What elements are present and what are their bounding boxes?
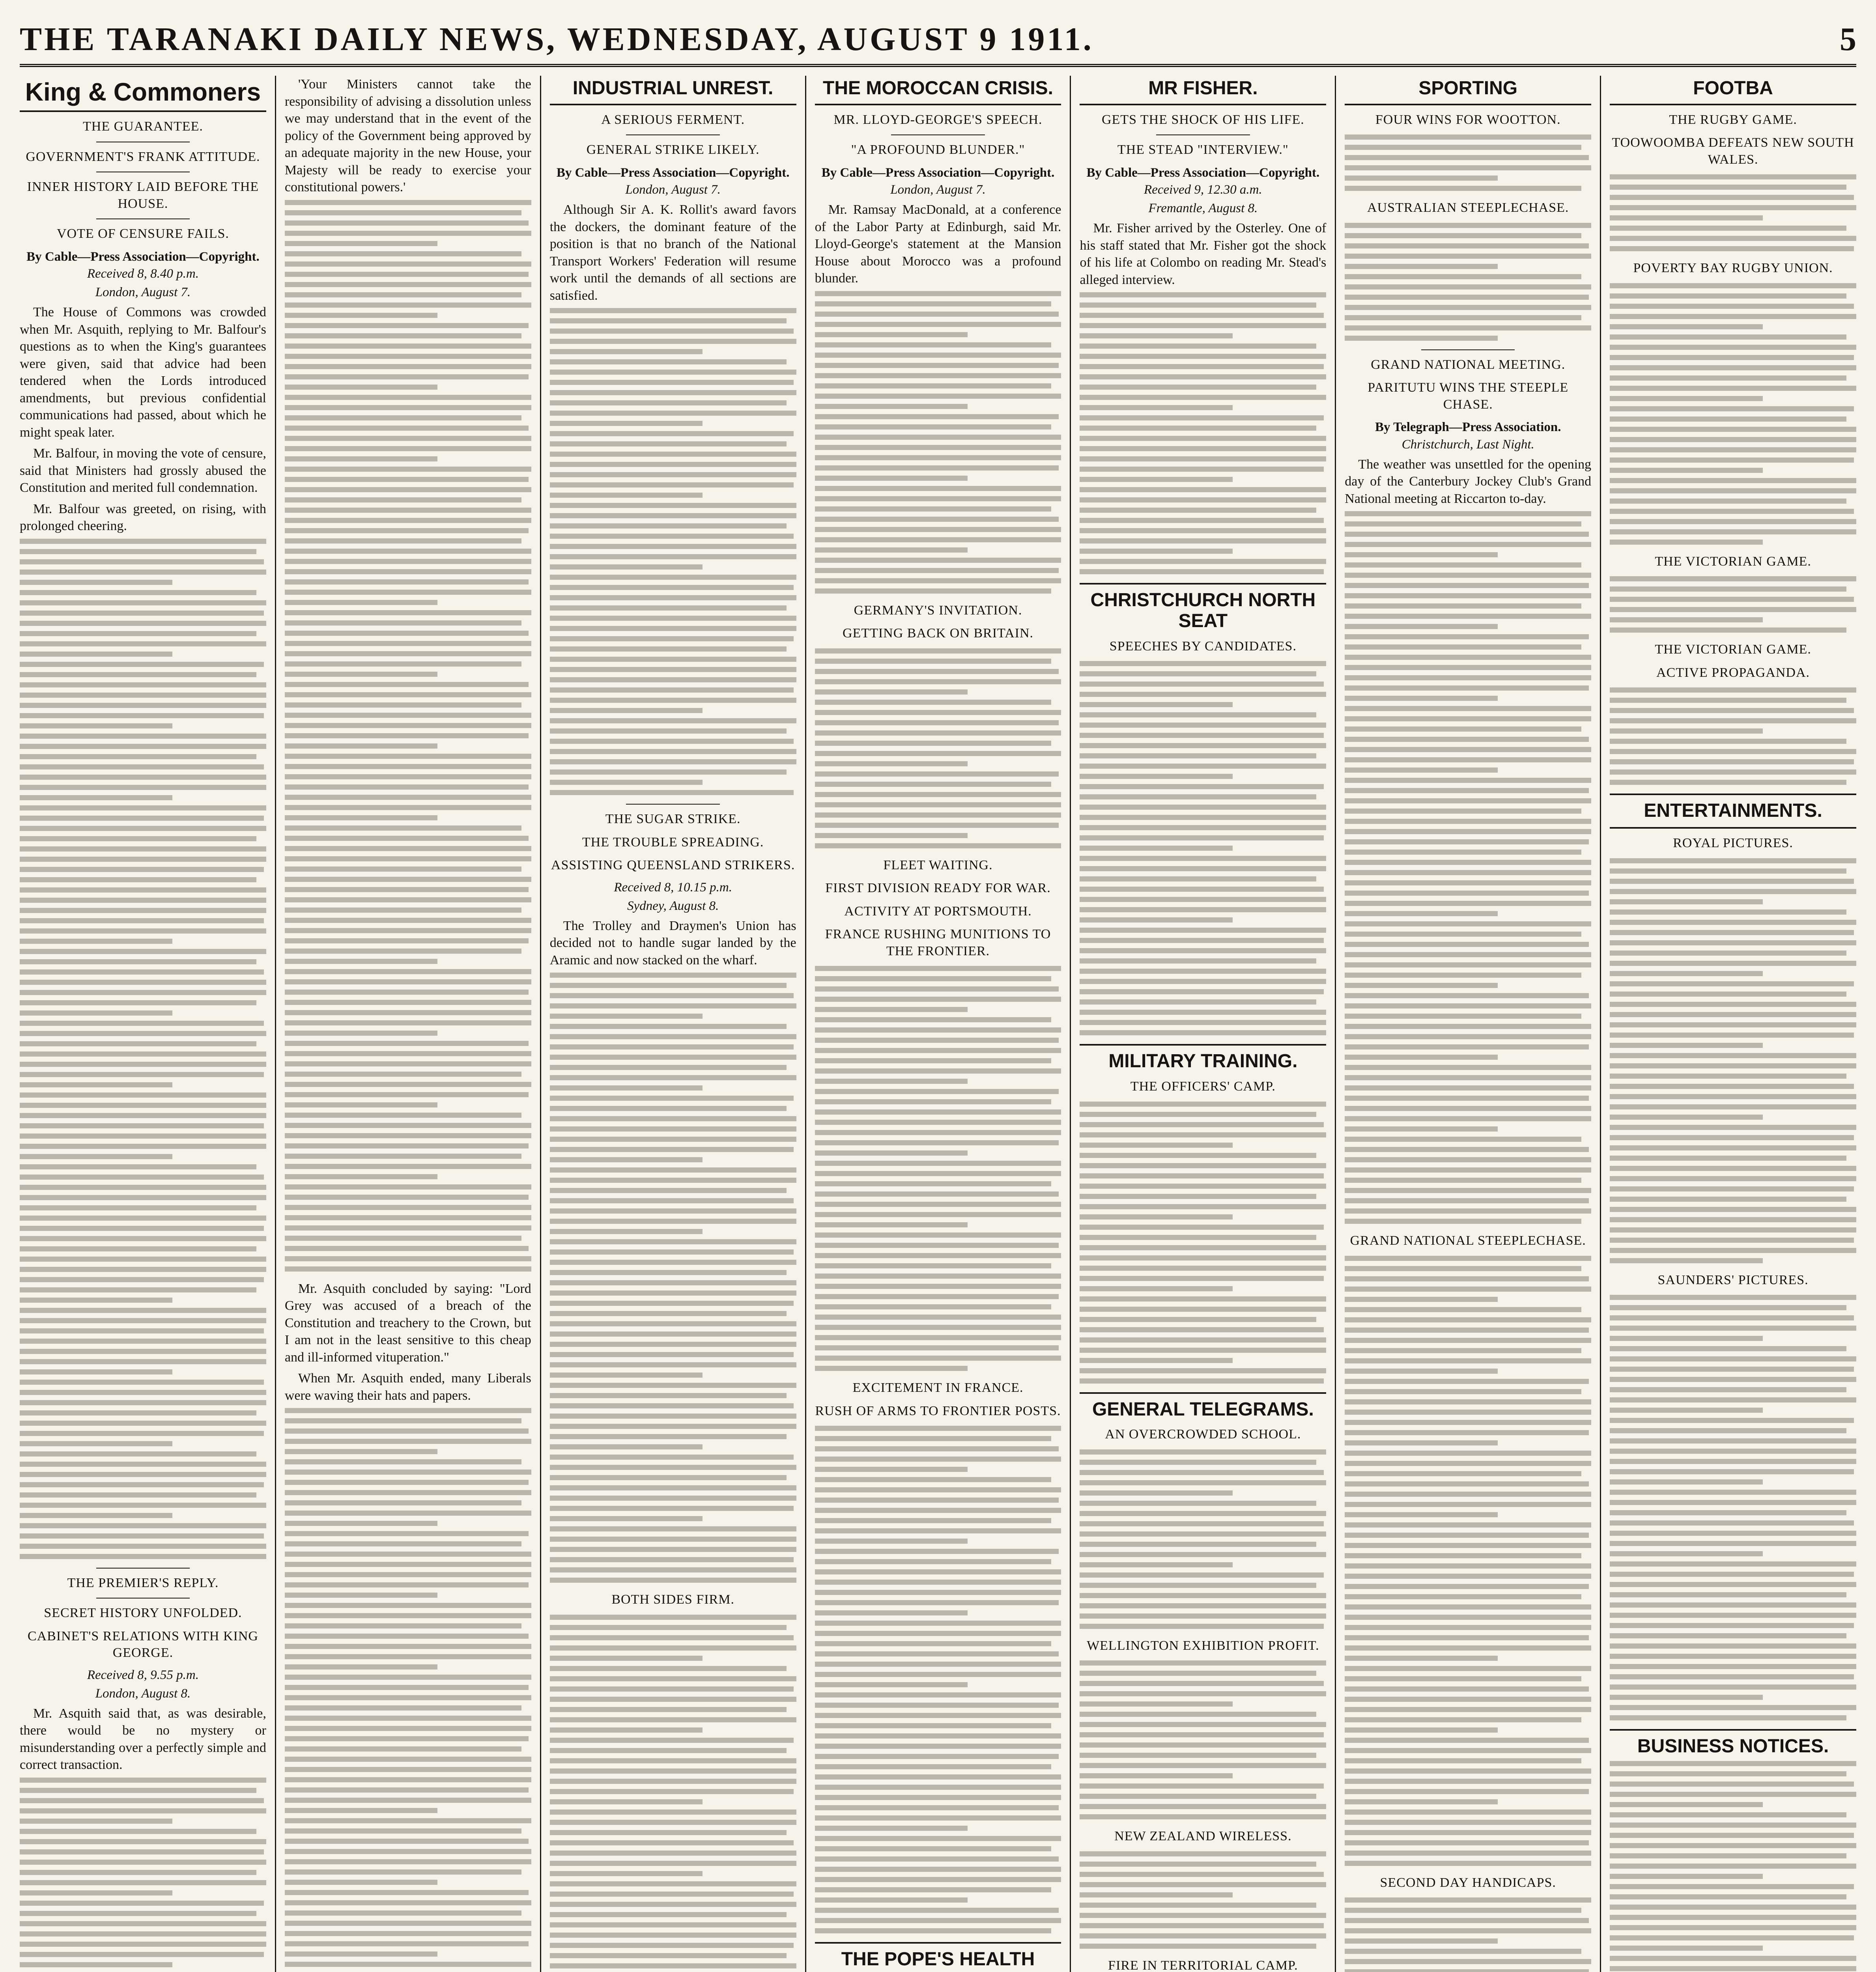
text-block: [1080, 661, 1326, 1035]
text-block: [1610, 858, 1856, 1263]
subheading: POVERTY BAY RUGBY UNION.: [1633, 261, 1833, 276]
paragraph: The weather was unsettled for the opening day of the Canterbury Jockey Club's Grand National meeting at Riccarton to-day.: [1345, 457, 1592, 506]
paragraph: When Mr. Asquith ended, many Liberals were waving their hats and papers.: [284, 1371, 531, 1403]
subheading: BOTH SIDES FIRM.: [611, 1592, 734, 1607]
article-heading: SPORTING: [1345, 78, 1591, 105]
subheading: EXCITEMENT IN FRANCE.: [852, 1380, 1024, 1395]
subheading: THE SUGAR STRIKE.: [605, 812, 741, 827]
article-heading: MR FISHER.: [1080, 78, 1326, 105]
subheading: WELLINGTON EXHIBITION PROFIT.: [1087, 1638, 1319, 1653]
column-2: [275, 76, 540, 1972]
subheading: FIRST DIVISION READY FOR WAR.: [825, 881, 1051, 896]
subheading: ACTIVITY AT PORTSMOUTH.: [844, 904, 1032, 919]
subheading: AN OVERCROWDED SCHOOL.: [1105, 1427, 1301, 1442]
text-block: [815, 648, 1061, 848]
paragraph: Mr. Fisher arrived by the Osterley. One of his staff stated that Mr. Fisher got the shock of his life at Colombo on reading Mr. Stead's alleged interview.: [1080, 221, 1327, 287]
subheading: THE TROUBLE SPREADING.: [582, 835, 764, 850]
received-line: Received 8, 8.40 p.m.: [87, 267, 199, 281]
subheading: TOOWOOMBA DEFEATS NEW SOUTH WALES.: [1612, 135, 1854, 167]
text-block: [1080, 1449, 1326, 1629]
article-heading: THE MOROCCAN CRISIS.: [815, 78, 1061, 105]
subheading: FRANCE RUSHING MUNITIONS TO THE FRONTIER.: [825, 927, 1051, 958]
subheading: THE RUGBY GAME.: [1669, 112, 1797, 127]
paragraph: Mr. Asquith concluded by saying: "Lord Grey was accused of a breach of the Constitution and treachery to the Crown, but I am not in the least sensitive to this cheap and ill-informed vituperation.": [284, 1281, 531, 1365]
subheading: SECRET HISTORY UNFOLDED.: [44, 1606, 242, 1621]
text-block: [1080, 1102, 1326, 1384]
text-block: [1610, 1295, 1856, 1720]
text-block: [285, 200, 531, 1272]
columns: [20, 76, 1856, 1972]
received-line: Received 9, 12.30 a.m.: [1144, 183, 1262, 197]
subheading: THE GUARANTEE.: [83, 119, 203, 134]
subheading: GRAND NATIONAL STEEPLECHASE.: [1350, 1233, 1586, 1248]
text-block: [1080, 1851, 1326, 1949]
cable-credit: By Cable—Press Association—Copyright.: [821, 165, 1055, 180]
text-block: [1610, 687, 1856, 785]
text-block: [1610, 1761, 1856, 1972]
subheading: FOUR WINS FOR WOOTTON.: [1375, 112, 1561, 127]
article-heading: CHRISTCHURCH NORTH SEAT: [1090, 590, 1316, 631]
divider: [626, 804, 719, 805]
subheading: "A PROFOUND BLUNDER.": [851, 142, 1025, 157]
article-heading: BUSINESS NOTICES.: [1637, 1736, 1829, 1757]
received-line: Received 8, 10.15 p.m.: [614, 880, 732, 894]
subheading: A SERIOUS FERMENT.: [601, 112, 745, 127]
text-block: [20, 1778, 266, 1972]
text-block: [815, 966, 1061, 1371]
text-block: [20, 539, 266, 1559]
subheading: ACTIVE PROPAGANDA.: [1656, 665, 1810, 680]
divider: [1610, 794, 1856, 795]
divider: [1421, 349, 1515, 350]
subheading: GERMANY'S INVITATION.: [854, 603, 1022, 618]
subheading: GETTING BACK ON BRITAIN.: [843, 626, 1034, 641]
subheading: VOTE OF CENSURE FAILS.: [56, 226, 229, 241]
dateline: Sydney, August 8.: [627, 898, 719, 913]
subheading: FLEET WAITING.: [883, 857, 993, 872]
subheading: SECOND DAY HANDICAPS.: [1380, 1875, 1556, 1890]
dateline: London, August 7.: [890, 183, 986, 197]
article-heading: THE POPE'S HEALTH: [841, 1949, 1035, 1970]
subheading: THE VICTORIAN GAME.: [1655, 554, 1811, 569]
article-heading: GENERAL TELEGRAMS.: [1092, 1399, 1314, 1420]
paragraph: Mr. Balfour was greeted, on rising, with prolonged cheering.: [20, 501, 266, 534]
subheading: GOVERNMENT'S FRANK ATTITUDE.: [26, 149, 260, 164]
column-3: [540, 76, 805, 1972]
text-block: [1345, 1256, 1591, 1866]
subheading: SAUNDERS' PICTURES.: [1657, 1272, 1809, 1287]
subheading: THE OFFICERS' CAMP.: [1130, 1079, 1276, 1094]
subheading: THE VICTORIAN GAME.: [1655, 642, 1811, 657]
text-block: [815, 291, 1061, 594]
paragraph: Mr. Ramsay MacDonald, at a conference of the Labor Party at Edinburgh, said Mr. Lloyd-George's statement at the Mansion House about Morocco was a profound blunder.: [815, 202, 1061, 286]
divider: [1080, 1044, 1326, 1046]
divider: [96, 218, 190, 219]
text-block: [1345, 134, 1591, 191]
dateline: Christchurch, Last Night.: [1401, 437, 1534, 452]
subheading: INNER HISTORY LAID BEFORE THE HOUSE.: [27, 179, 259, 211]
divider: [891, 134, 985, 135]
subheading: PARITUTU WINS THE STEEPLE CHASE.: [1368, 380, 1569, 412]
divider: [96, 1598, 190, 1599]
text-block: [1345, 1897, 1591, 1972]
page-number: 5: [1840, 21, 1856, 58]
text-block: [550, 973, 796, 1583]
subheading: GENERAL STRIKE LIKELY.: [586, 142, 760, 157]
subheading: RUSH OF ARMS TO FRONTIER POSTS.: [815, 1403, 1061, 1418]
column-4: [805, 76, 1070, 1972]
divider: [815, 1942, 1061, 1944]
cable-credit: By Cable—Press Association—Copyright.: [1086, 165, 1320, 180]
article-heading: ENTERTAINMENTS.: [1644, 800, 1822, 822]
article-heading: INDUSTRIAL UNREST.: [550, 78, 796, 105]
text-block: [1080, 292, 1326, 574]
dateline: Fremantle, August 8.: [1148, 201, 1258, 216]
text-block: [550, 1615, 796, 1972]
cable-credit: By Telegraph—Press Association.: [1375, 420, 1561, 435]
text-block: [550, 308, 796, 795]
divider: [1156, 134, 1250, 135]
divider: [1080, 583, 1326, 585]
divider: [96, 1568, 190, 1569]
cable-credit: By Cable—Press Association—Copyright.: [26, 249, 260, 264]
text-block: [815, 1426, 1061, 1933]
subheading: GETS THE SHOCK OF HIS LIFE.: [1101, 112, 1304, 127]
masthead-title: THE TARANAKI DAILY NEWS, WEDNESDAY, AUGUST 9 1911.: [20, 21, 1094, 58]
dateline: London, August 7.: [625, 183, 721, 197]
column-5: [1070, 76, 1335, 1972]
divider: [1080, 1392, 1326, 1394]
subheading: CABINET'S RELATIONS WITH KING GEORGE.: [27, 1628, 258, 1660]
text-block: [1610, 576, 1856, 633]
paragraph: Mr. Balfour, in moving the vote of censure, said that Ministers had grossly abused the Constitution and merited full condemnation.: [20, 446, 266, 495]
article-heading: King & Commoners: [20, 78, 266, 112]
paragraph: Mr. Asquith said that, as was desirable, there would be no mystery or misunderstanding over a perfectly simple and correct transaction.: [20, 1706, 266, 1772]
divider: [1610, 1729, 1856, 1731]
paragraph: Although Sir A. K. Rollit's award favors the dockers, the dominant feature of the position is that no branch of the National Transport Workers' Federation will resume work until the demands of all sections are satisfied.: [549, 202, 796, 303]
dateline: London, August 8.: [95, 1686, 191, 1701]
article-heading: MILITARY TRAINING.: [1108, 1051, 1298, 1072]
column-1: [20, 76, 275, 1972]
paragraph: The Trolley and Draymen's Union has decided not to handle sugar landed by the Aramic and now stacked on the wharf.: [549, 918, 796, 967]
subheading: MR. LLOYD-GEORGE'S SPEECH.: [833, 112, 1043, 127]
subheading: ASSISTING QUEENSLAND STRIKERS.: [551, 858, 795, 873]
received-line: Received 8, 9.55 p.m.: [87, 1668, 199, 1682]
text-block: [1610, 174, 1856, 251]
subheading: FIRE IN TERRITORIAL CAMP.: [1108, 1958, 1298, 1972]
text-block: [1610, 283, 1856, 545]
subheading: THE STEAD "INTERVIEW.": [1117, 142, 1289, 157]
column-6: [1335, 76, 1600, 1972]
subheading: NEW ZEALAND WIRELESS.: [1114, 1829, 1292, 1844]
subheading: ROYAL PICTURES.: [1673, 836, 1793, 851]
article-heading: FOOTBA: [1610, 78, 1856, 105]
masthead: [20, 21, 1856, 67]
text-block: [1345, 511, 1591, 1224]
column-7: [1600, 76, 1856, 1972]
subheading: THE PREMIER'S REPLY.: [67, 1575, 219, 1590]
divider: [1610, 827, 1856, 829]
subheading: AUSTRALIAN STEEPLECHASE.: [1367, 200, 1569, 215]
divider: [626, 134, 719, 135]
dateline: London, August 7.: [95, 285, 191, 300]
paragraph: 'Your Ministers cannot take the responsibility of advising a dissolution unless we may understand that in the event of the policy of the Government being approved by an adequate majority in the new House, your Majesty will be ready to exercise your constitutional powers.': [284, 77, 531, 195]
text-block: [1080, 1660, 1326, 1819]
text-block: [285, 1408, 531, 1972]
subheading: SPEECHES BY CANDIDATES.: [1109, 639, 1297, 654]
cable-credit: By Cable—Press Association—Copyright.: [556, 165, 790, 180]
text-block: [1345, 223, 1591, 341]
paragraph: The House of Commons was crowded when Mr. Asquith, replying to Mr. Balfour's questions as to when the King's guarantees were given, said that advice had been tendered when the Lords introduced amendments, but previous confidential communications had passed, about which he might speak later.: [20, 305, 266, 440]
subheading: GRAND NATIONAL MEETING.: [1371, 357, 1566, 372]
